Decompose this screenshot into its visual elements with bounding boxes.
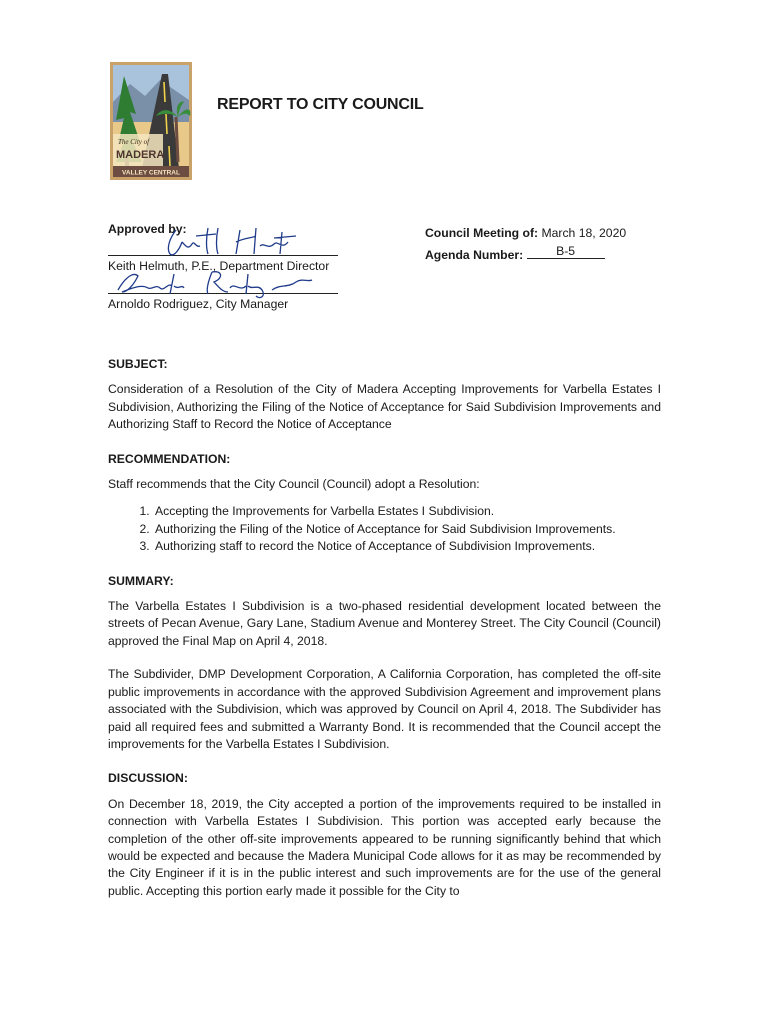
discussion-section [108,770,661,900]
meeting-info [425,222,626,266]
city-of-madera-logo [110,62,192,180]
city-manager-signature-icon [112,266,322,300]
list-item: 2. Authorizing the Filing of the Notice of Acceptance for Said Subdivision Improvements. [153,521,661,538]
recommendation-intro: Staff recommends that the City Council (Council) adopt a Resolution: [108,477,480,492]
report-body [108,356,661,917]
agenda-number-label: Agenda Number: [425,248,524,262]
subject-section [108,356,661,434]
city-manager-signature-line [108,274,428,296]
report-title: REPORT TO CITY COUNCIL [217,96,424,113]
svg-text:The City of: The City of [118,138,150,146]
director-name: Keith Helmuth, P.E., Department Director [108,259,330,273]
recommendation-list [108,503,661,555]
director-signature-icon [156,224,306,260]
svg-text:MADERA: MADERA [116,149,165,161]
summary-section [108,573,661,754]
summary-paragraph: The Varbella Estates I Subdivision is a two-phased residential development located between the streets of Pecan Avenue, Gary Lane, Stadium Avenue and Monterey Street. The City Council (Council) approved the Final Map on April 4, 2018. [108,599,661,648]
council-meeting-label: Council Meeting of: [425,226,539,240]
list-item: 3. Authorizing staff to record the Notice of Acceptance of Subdivision Improvements. [153,538,661,555]
agenda-number-row [425,244,626,266]
svg-text:VALLEY CENTRAL: VALLEY CENTRAL [122,169,180,177]
council-meeting-row [425,222,626,244]
list-item: 1. Accepting the Improvements for Varbella Estates I Subdivision. [153,503,661,520]
council-meeting-date: March 18, 2020 [541,226,627,240]
subject-heading: SUBJECT: [108,357,168,371]
recommendation-section [108,451,661,556]
discussion-text: On December 18, 2019, the City accepted a portion of the improvements required to be installed in connection with Varbella Estates I Subdivision. This portion was accepted early because the completion of the other off-site improvements appeared to be running significantly behind that which would be expected and because the Madera Municipal Code allows for it as may be recommended by the City Engineer if it is in the public interest and such improvements are for the use of the general public. Accepting this portion early made it possible for the City to [108,796,661,898]
director-signature-line [108,236,428,258]
summary-heading: SUMMARY: [108,573,174,588]
summary-paragraph: The Subdivider, DMP Development Corporation, A California Corporation, has completed the off-site public improvements in accordance with the approved Subdivision Agreement and improvement plans associated with the Subdivision, which was approved by Council on April 4, 2018. The Subdivider has paid all required fees and submitted a Warranty Bond. It is recommended that the Council accept the improvements for the Varbella Estates I Subdivision. [108,667,661,751]
agenda-number-value: B-5 [527,245,605,259]
approved-by-label: Approved by: [108,222,187,236]
discussion-heading: DISCUSSION: [108,771,188,786]
city-manager-name: Arnoldo Rodriguez, City Manager [108,297,289,311]
subject-text: Consideration of a Resolution of the City of Madera Accepting Improvements for Varbella Estates I Subdivision, Authorizing the Filing of the Notice of Acceptance for Said Subdivision Improvements and Authorizing Staff to Record the Notice of Acceptance [108,382,661,432]
recommendation-heading: RECOMMENDATION: [108,451,231,466]
approvals-block [108,222,428,312]
